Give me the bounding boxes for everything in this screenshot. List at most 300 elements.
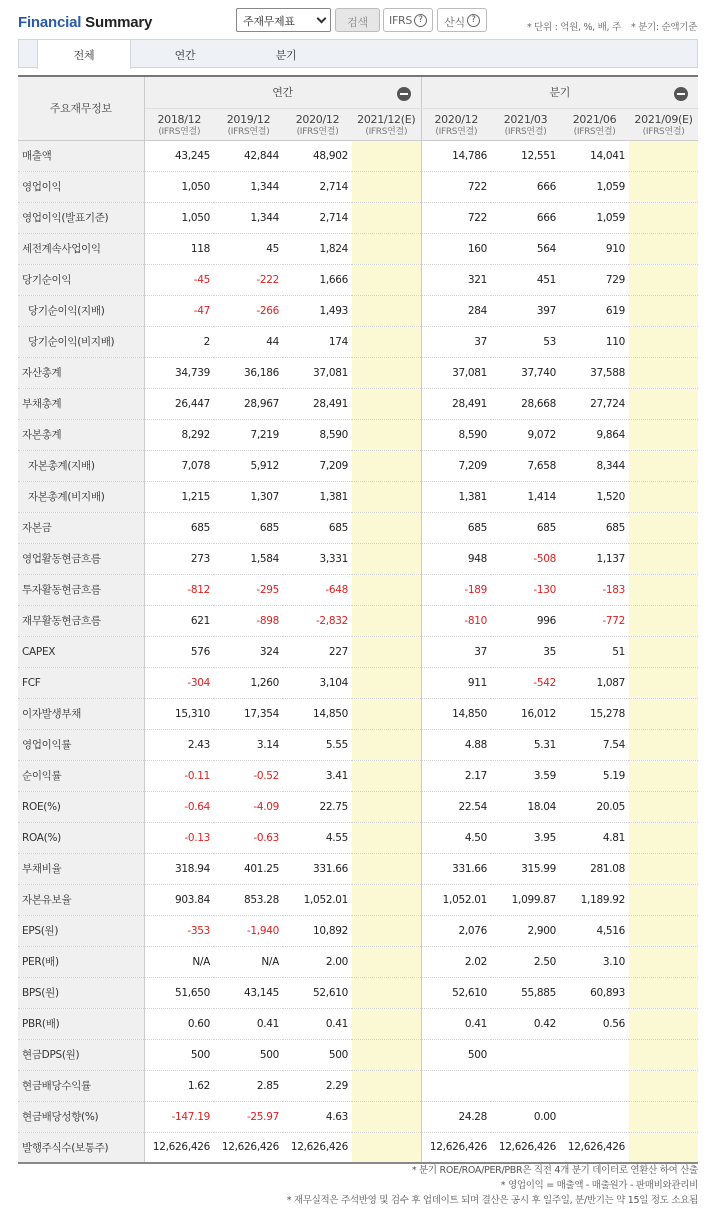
estimate-cell [352, 636, 421, 667]
value-cell: 12,626,426 [283, 1132, 352, 1163]
value-cell: 284 [421, 295, 491, 326]
value-cell: 273 [144, 543, 214, 574]
estimate-cell [352, 760, 421, 791]
value-cell: 37,081 [283, 357, 352, 388]
statement-type-value: 주재무제표 [243, 15, 295, 28]
value-cell: 500 [421, 1039, 491, 1070]
value-cell: 8,590 [283, 419, 352, 450]
table-row [18, 791, 698, 822]
value-cell: 1,189.92 [560, 884, 629, 915]
value-cell: N/A [144, 946, 214, 977]
table-row [18, 1039, 698, 1070]
value-cell: 48,902 [283, 140, 352, 171]
table-row [18, 1132, 698, 1163]
value-cell: -2,832 [283, 605, 352, 636]
value-cell: 321 [421, 264, 491, 295]
value-cell: 0.41 [214, 1008, 283, 1039]
statement-type-select[interactable] [236, 8, 331, 32]
estimate-cell [352, 357, 421, 388]
row-label[interactable]: 순이익률 [18, 760, 144, 791]
row-label[interactable]: 부채비율 [18, 853, 144, 884]
estimate-cell [352, 853, 421, 884]
value-cell [491, 1039, 560, 1070]
row-label[interactable]: ROE(%) [18, 791, 144, 822]
value-cell: -772 [560, 605, 629, 636]
value-cell: 451 [491, 264, 560, 295]
value-cell: -353 [144, 915, 214, 946]
value-cell: 1.62 [144, 1070, 214, 1101]
footnotes [287, 1163, 698, 1208]
row-label: 자본총계(비지배) [18, 481, 144, 512]
value-cell: 110 [560, 326, 629, 357]
value-cell: 4.50 [421, 822, 491, 853]
value-cell: 51 [560, 636, 629, 667]
period-basis: (IFRS연결) [642, 126, 685, 137]
value-cell: 1,493 [283, 295, 352, 326]
value-cell: -0.13 [144, 822, 214, 853]
value-cell: 324 [214, 636, 283, 667]
row-label[interactable]: 현금배당수익률 [18, 1070, 144, 1101]
value-cell: 12,626,426 [421, 1132, 491, 1163]
value-cell: 722 [421, 171, 491, 202]
value-cell: 35 [491, 636, 560, 667]
value-cell: -222 [214, 264, 283, 295]
value-cell: 3.14 [214, 729, 283, 760]
value-cell: 7,658 [491, 450, 560, 481]
value-cell: 1,260 [214, 667, 283, 698]
value-cell: 43,145 [214, 977, 283, 1008]
value-cell: 43,245 [144, 140, 214, 171]
table-row [18, 295, 698, 326]
value-cell: 12,626,426 [560, 1132, 629, 1163]
quarter-group-header [421, 76, 698, 108]
table-row [18, 450, 698, 481]
value-cell: 2,714 [283, 202, 352, 233]
value-cell: -0.64 [144, 791, 214, 822]
period-label: 2020/12 [295, 112, 340, 126]
value-cell: 12,626,426 [491, 1132, 560, 1163]
estimate-cell [352, 1101, 421, 1132]
value-cell: 37,081 [421, 357, 491, 388]
value-cell: 1,824 [283, 233, 352, 264]
estimate-cell [629, 543, 698, 574]
table-row [18, 636, 698, 667]
estimate-cell [352, 543, 421, 574]
value-cell: 685 [214, 512, 283, 543]
value-cell: 27,724 [560, 388, 629, 419]
formula-button[interactable] [437, 8, 487, 32]
value-cell: 28,668 [491, 388, 560, 419]
value-cell: -542 [491, 667, 560, 698]
estimate-cell [629, 791, 698, 822]
row-label[interactable]: CAPEX [18, 636, 144, 667]
value-cell: -0.63 [214, 822, 283, 853]
value-cell: 60,893 [560, 977, 629, 1008]
table-row [18, 264, 698, 295]
value-cell [421, 1070, 491, 1101]
value-cell: 1,059 [560, 171, 629, 202]
value-cell: 24.28 [421, 1101, 491, 1132]
period-header [491, 108, 560, 140]
value-cell: 22.75 [283, 791, 352, 822]
value-cell: 18.04 [491, 791, 560, 822]
value-cell: N/A [214, 946, 283, 977]
help-icon: ? [414, 14, 427, 27]
value-cell: 2.85 [214, 1070, 283, 1101]
value-cell: 1,307 [214, 481, 283, 512]
value-cell: 15,278 [560, 698, 629, 729]
value-cell: 3.95 [491, 822, 560, 853]
estimate-cell [352, 605, 421, 636]
value-cell: -0.52 [214, 760, 283, 791]
unit-note: * 단위 : 억원, %, 배, 주 [527, 22, 621, 33]
value-cell: -508 [491, 543, 560, 574]
value-cell: 1,099.87 [491, 884, 560, 915]
row-label[interactable]: EPS(원) [18, 915, 144, 946]
table-row [18, 326, 698, 357]
value-cell: 903.84 [144, 884, 214, 915]
value-cell: 53 [491, 326, 560, 357]
row-label[interactable]: PBR(배) [18, 1008, 144, 1039]
value-cell: 910 [560, 233, 629, 264]
value-cell: -47 [144, 295, 214, 326]
page-title [18, 14, 152, 31]
estimate-cell [352, 977, 421, 1008]
value-cell: -266 [214, 295, 283, 326]
period-header [144, 108, 214, 140]
value-cell: -0.11 [144, 760, 214, 791]
value-cell: 1,137 [560, 543, 629, 574]
estimate-cell [629, 450, 698, 481]
row-label[interactable]: 현금DPS(원) [18, 1039, 144, 1070]
value-cell: 948 [421, 543, 491, 574]
estimate-cell [352, 295, 421, 326]
value-cell: 564 [491, 233, 560, 264]
period-basis: (IFRS연결) [504, 126, 547, 137]
value-cell: 37,740 [491, 357, 560, 388]
value-cell: 34,739 [144, 357, 214, 388]
estimate-cell [352, 946, 421, 977]
value-cell: 28,491 [283, 388, 352, 419]
table-row [18, 171, 698, 202]
value-cell: 227 [283, 636, 352, 667]
value-cell: 5,912 [214, 450, 283, 481]
title-part1: Financial [18, 14, 82, 31]
value-cell: 12,626,426 [144, 1132, 214, 1163]
value-cell: 7,219 [214, 419, 283, 450]
value-cell: 619 [560, 295, 629, 326]
table-row [18, 1101, 698, 1132]
value-cell: 44 [214, 326, 283, 357]
value-cell: 3.59 [491, 760, 560, 791]
tab-quarter[interactable]: 분기 [275, 49, 297, 62]
row-label[interactable]: 부채총계 [18, 388, 144, 419]
row-label[interactable]: 영업이익률 [18, 729, 144, 760]
value-cell: 685 [283, 512, 352, 543]
value-cell: 14,041 [560, 140, 629, 171]
value-cell: 8,344 [560, 450, 629, 481]
value-cell: 20.05 [560, 791, 629, 822]
row-label[interactable]: 자본총계 [18, 419, 144, 450]
annual-group-label: 연간 [272, 86, 293, 100]
estimate-cell [629, 233, 698, 264]
value-cell: 0.41 [283, 1008, 352, 1039]
row-label[interactable]: PER(배) [18, 946, 144, 977]
value-cell: 5.19 [560, 760, 629, 791]
value-cell: 685 [560, 512, 629, 543]
value-cell: 26,447 [144, 388, 214, 419]
value-cell: 42,844 [214, 140, 283, 171]
value-cell: 9,864 [560, 419, 629, 450]
value-cell: 0.60 [144, 1008, 214, 1039]
value-cell [560, 1039, 629, 1070]
value-cell: 4.88 [421, 729, 491, 760]
value-cell: 621 [144, 605, 214, 636]
value-cell: 1,050 [144, 171, 214, 202]
value-cell: 2.02 [421, 946, 491, 977]
estimate-cell [629, 1039, 698, 1070]
period-basis: (IFRS연결) [573, 126, 616, 137]
row-label[interactable]: FCF [18, 667, 144, 698]
period-tabs [18, 39, 698, 68]
table-row [18, 1070, 698, 1101]
estimate-cell [629, 419, 698, 450]
row-label[interactable]: 현금배당성향(%) [18, 1101, 144, 1132]
estimate-cell [629, 915, 698, 946]
value-cell: -648 [283, 574, 352, 605]
value-cell: 28,967 [214, 388, 283, 419]
value-cell: -183 [560, 574, 629, 605]
value-cell: 2,714 [283, 171, 352, 202]
value-cell: 1,344 [214, 171, 283, 202]
table-row [18, 946, 698, 977]
table-row [18, 512, 698, 543]
value-cell: 685 [491, 512, 560, 543]
value-cell: 51,650 [144, 977, 214, 1008]
row-label[interactable]: 자본유보율 [18, 884, 144, 915]
period-label: 2019/12 [226, 112, 271, 126]
estimate-cell [629, 605, 698, 636]
value-cell [560, 1070, 629, 1101]
estimate-cell [352, 326, 421, 357]
estimate-cell [352, 450, 421, 481]
estimate-cell [629, 512, 698, 543]
estimate-cell [352, 202, 421, 233]
title-part2: Summary [81, 14, 153, 31]
value-cell: 14,850 [283, 698, 352, 729]
value-cell: 174 [283, 326, 352, 357]
value-cell: 1,052.01 [421, 884, 491, 915]
value-cell: 996 [491, 605, 560, 636]
table-row [18, 822, 698, 853]
period-basis: (IFRS연결) [296, 126, 339, 137]
period-label: 2020/12 [434, 112, 479, 126]
value-cell: 8,590 [421, 419, 491, 450]
value-cell: 2.29 [283, 1070, 352, 1101]
value-cell: 397 [491, 295, 560, 326]
estimate-cell [629, 357, 698, 388]
value-cell: 500 [283, 1039, 352, 1070]
help-icon: ? [467, 14, 480, 27]
value-cell: 22.54 [421, 791, 491, 822]
row-label[interactable]: 세전계속사업이익 [18, 233, 144, 264]
value-cell: 9,072 [491, 419, 560, 450]
value-cell: 0.56 [560, 1008, 629, 1039]
period-label: 2021/06 [572, 112, 617, 126]
estimate-cell [629, 140, 698, 171]
value-cell: 7,078 [144, 450, 214, 481]
value-cell: 576 [144, 636, 214, 667]
footnote: * 재무실적은 주석반영 및 검수 후 업데이트 되며 결산은 공시 후 일주일, 분/반기는 약 15일 정도 소요됨 [286, 1195, 698, 1206]
table-row [18, 1008, 698, 1039]
value-cell: 52,610 [283, 977, 352, 1008]
value-cell: 17,354 [214, 698, 283, 729]
period-header [629, 108, 698, 140]
estimate-cell [352, 481, 421, 512]
value-cell: 52,610 [421, 977, 491, 1008]
value-cell: 722 [421, 202, 491, 233]
estimate-cell [629, 1101, 698, 1132]
value-cell: -295 [214, 574, 283, 605]
estimate-cell [352, 264, 421, 295]
value-cell: 3.41 [283, 760, 352, 791]
estimate-cell [352, 140, 421, 171]
estimate-cell [629, 388, 698, 419]
value-cell: 729 [560, 264, 629, 295]
estimate-cell [629, 636, 698, 667]
table-row [18, 140, 698, 171]
value-cell: 1,584 [214, 543, 283, 574]
row-label[interactable]: 영업이익(발표기준) [18, 202, 144, 233]
value-cell: 1,059 [560, 202, 629, 233]
value-cell: 14,786 [421, 140, 491, 171]
estimate-cell [629, 202, 698, 233]
row-label: 자본총계(지배) [18, 450, 144, 481]
value-cell: 14,850 [421, 698, 491, 729]
value-cell: 1,050 [144, 202, 214, 233]
row-label[interactable]: 재무활동현금흐름 [18, 605, 144, 636]
estimate-cell [352, 667, 421, 698]
estimate-cell [629, 326, 698, 357]
estimate-cell [352, 419, 421, 450]
tab-all[interactable]: 전체 [37, 40, 131, 69]
table-row [18, 202, 698, 233]
row-label[interactable]: 이자발생부채 [18, 698, 144, 729]
row-label[interactable]: 투자활동현금흐름 [18, 574, 144, 605]
estimate-cell [629, 977, 698, 1008]
estimate-cell [629, 1132, 698, 1163]
period-basis: (IFRS연결) [435, 126, 478, 137]
period-basis: (IFRS연결) [227, 126, 270, 137]
value-cell: -4.09 [214, 791, 283, 822]
row-label[interactable]: 영업활동현금흐름 [18, 543, 144, 574]
value-cell: -25.97 [214, 1101, 283, 1132]
row-label[interactable]: 발행주식수(보통주) [18, 1132, 144, 1163]
value-cell: 1,520 [560, 481, 629, 512]
collapse-annual-icon[interactable] [397, 87, 411, 101]
table-row [18, 915, 698, 946]
value-cell: 2,900 [491, 915, 560, 946]
value-cell: 685 [144, 512, 214, 543]
row-label[interactable]: 매출액 [18, 140, 144, 171]
table-row [18, 481, 698, 512]
row-label[interactable]: 자본금 [18, 512, 144, 543]
value-cell: 1,666 [283, 264, 352, 295]
row-label[interactable]: 당기순이익 [18, 264, 144, 295]
value-cell: 1,087 [560, 667, 629, 698]
table-row [18, 729, 698, 760]
table-row [18, 388, 698, 419]
search-button[interactable]: 검색 [335, 8, 380, 32]
estimate-cell [352, 1132, 421, 1163]
value-cell: 160 [421, 233, 491, 264]
row-label[interactable]: BPS(원) [18, 977, 144, 1008]
value-cell: 7.54 [560, 729, 629, 760]
period-basis: (IFRS연결) [365, 126, 408, 137]
period-header [214, 108, 283, 140]
value-cell: -898 [214, 605, 283, 636]
table-row [18, 543, 698, 574]
collapse-quarter-icon[interactable] [674, 87, 688, 101]
row-label[interactable]: 자산총계 [18, 357, 144, 388]
table-row [18, 233, 698, 264]
value-cell: 4.63 [283, 1101, 352, 1132]
value-cell: 500 [214, 1039, 283, 1070]
table-row [18, 574, 698, 605]
value-cell: 3.10 [560, 946, 629, 977]
table-row [18, 760, 698, 791]
estimate-cell [629, 667, 698, 698]
table-body [18, 140, 698, 1163]
period-note: * 분기: 순액기준 [631, 22, 698, 33]
value-cell: 5.31 [491, 729, 560, 760]
value-cell: 853.28 [214, 884, 283, 915]
ifrs-button[interactable] [383, 8, 433, 32]
value-cell: -147.19 [144, 1101, 214, 1132]
value-cell: 318.94 [144, 853, 214, 884]
value-cell: 3,104 [283, 667, 352, 698]
tab-annual[interactable]: 연간 [174, 49, 196, 62]
estimate-cell [352, 1070, 421, 1101]
value-cell: -812 [144, 574, 214, 605]
period-label: 2018/12 [157, 112, 202, 126]
table-row [18, 698, 698, 729]
value-cell: 2 [144, 326, 214, 357]
period-label: 2021/12(E) [357, 112, 416, 126]
value-cell: 281.08 [560, 853, 629, 884]
value-cell: 8,292 [144, 419, 214, 450]
value-cell: 4.55 [283, 822, 352, 853]
estimate-cell [352, 791, 421, 822]
value-cell: 37 [421, 636, 491, 667]
table-row [18, 419, 698, 450]
value-cell: 666 [491, 171, 560, 202]
value-cell: 1,215 [144, 481, 214, 512]
row-label[interactable]: ROA(%) [18, 822, 144, 853]
value-cell [560, 1101, 629, 1132]
table-row [18, 884, 698, 915]
annual-group-header [144, 76, 421, 108]
value-cell [491, 1070, 560, 1101]
row-label[interactable]: 영업이익 [18, 171, 144, 202]
period-label: 2021/03 [503, 112, 548, 126]
period-label: 2021/09(E) [634, 112, 693, 126]
period-header [560, 108, 629, 140]
value-cell: 2.00 [283, 946, 352, 977]
estimate-cell [629, 698, 698, 729]
value-cell: 36,186 [214, 357, 283, 388]
value-cell: -130 [491, 574, 560, 605]
